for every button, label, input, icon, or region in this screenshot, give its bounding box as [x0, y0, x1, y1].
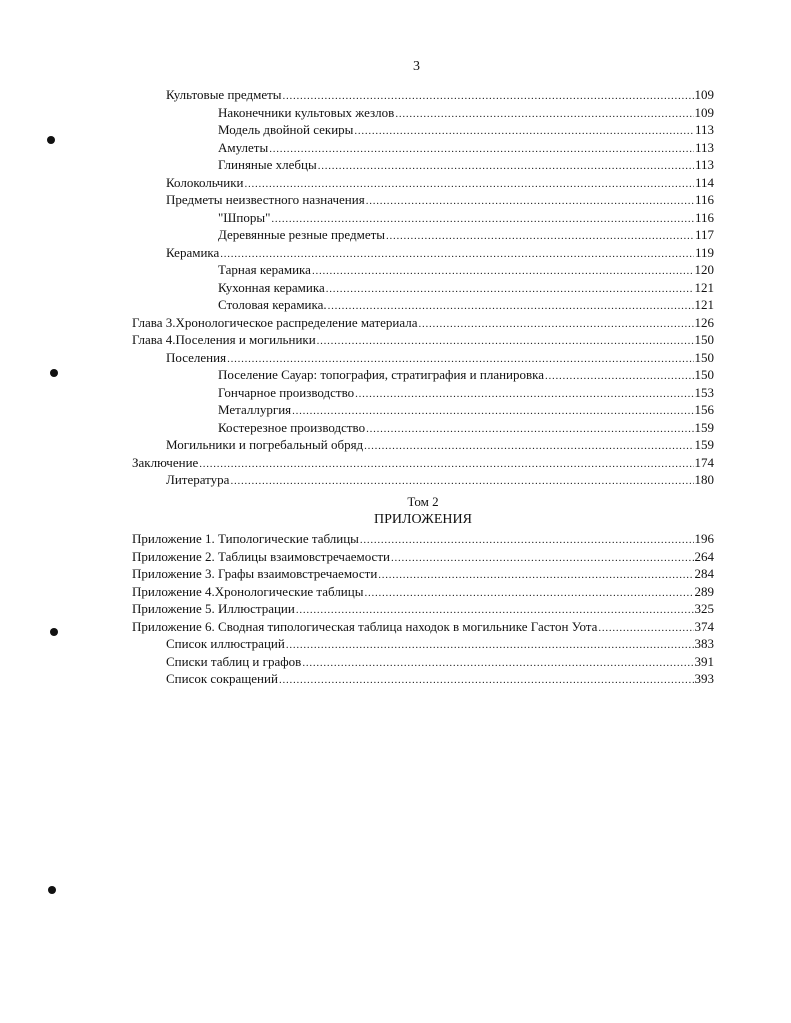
toc-entry-title: Поселения	[166, 349, 227, 365]
toc-entry	[218, 366, 714, 384]
toc-entry-page: 150	[694, 367, 714, 382]
toc-entry-title: Список иллюстраций	[166, 636, 285, 651]
toc-entry-page: 174	[694, 454, 714, 470]
toc-entry	[218, 209, 714, 227]
punch-hole-mark	[50, 369, 58, 377]
toc-entry-title: Наконечники культовых жезлов	[218, 104, 395, 120]
toc-entry	[218, 104, 714, 122]
toc-entry-title: Глава 4.Поселения и могильники	[132, 332, 316, 347]
toc-entry	[218, 139, 714, 157]
toc-entry	[218, 156, 714, 174]
toc-entry	[218, 121, 714, 139]
toc-entry-title: Приложение 4.Хронологические таблицы	[132, 583, 364, 599]
toc-entry-page: 289	[694, 583, 714, 599]
toc-entry	[218, 296, 714, 314]
table-of-contents	[0, 86, 791, 688]
toc-part-2	[0, 530, 791, 688]
toc-entry	[218, 279, 714, 297]
toc-entry-page: 196	[694, 531, 714, 546]
toc-entry	[166, 471, 714, 489]
toc-entry-title: Список сокращений	[166, 671, 278, 686]
toc-entry-title: Могильники и погребальный обряд	[166, 437, 364, 452]
toc-entry-page: 114	[694, 174, 714, 190]
toc-entry-title: Керамика	[166, 244, 220, 260]
toc-entry-page: 126	[694, 314, 714, 330]
toc-entry	[166, 244, 714, 262]
toc-entry-title: Приложение 1. Типологические таблицы	[132, 531, 359, 546]
toc-entry-page: 113	[694, 139, 714, 155]
toc-entry-page: 116	[694, 209, 714, 225]
toc-entry-page: 325	[694, 601, 714, 616]
toc-entry-page: 121	[694, 279, 714, 295]
toc-entry-page: 393	[694, 671, 714, 686]
toc-entry-page: 109	[694, 104, 714, 120]
toc-entry-title: Культовые предметы	[166, 87, 282, 102]
toc-entry-page: 113	[694, 122, 714, 137]
toc-entry	[218, 384, 714, 402]
toc-entry-page: 121	[694, 297, 714, 312]
toc-entry-page: 374	[694, 618, 714, 634]
toc-entry-title: Литература	[166, 472, 230, 487]
toc-entry-title: Поселение Сауар: топография, стратиграфия и планировка	[218, 367, 545, 382]
toc-entry	[132, 331, 714, 349]
page-number: 3	[413, 59, 420, 74]
toc-entry	[132, 530, 714, 548]
toc-entry-title: "Шпоры"	[218, 209, 271, 225]
toc-entry-title: Модель двойной секиры	[218, 122, 354, 137]
punch-hole-mark	[50, 628, 58, 636]
toc-entry-title: Приложение 2. Таблицы взаимовстречаемости	[132, 548, 390, 564]
toc-entry-page: 116	[694, 192, 714, 207]
toc-entry	[166, 86, 714, 104]
toc-entry-title: Металлургия	[218, 402, 292, 417]
appendix-heading: ПРИЛОЖЕНИЯ	[374, 512, 472, 527]
toc-leader-dots	[279, 672, 694, 690]
volume-heading: Том 2	[407, 493, 439, 509]
toc-entry-title: Приложение 6. Сводная типологическая таблица находок в могильнике Гастон Уота	[132, 618, 598, 634]
toc-entry	[132, 583, 714, 601]
toc-entry	[166, 635, 714, 653]
toc-part-1	[0, 86, 791, 489]
toc-entry-page: 153	[694, 384, 714, 400]
toc-entry-title: Колокольчики	[166, 174, 244, 190]
toc-entry-page: 391	[694, 653, 714, 669]
toc-entry-page: 150	[694, 349, 714, 365]
toc-entry-page: 284	[694, 566, 714, 581]
toc-entry-title: Гончарное производство	[218, 384, 355, 400]
toc-entry	[166, 174, 714, 192]
toc-entry	[166, 436, 714, 454]
toc-entry-title: Тарная керамика	[218, 262, 311, 277]
toc-entry	[132, 565, 714, 583]
toc-entry-title: Деревянные резные предметы	[218, 227, 386, 242]
toc-entry-title: Приложение 5. Иллюстрации	[132, 601, 295, 616]
toc-entry-title: Списки таблиц и графов	[166, 653, 302, 669]
toc-entry-page: 264	[694, 548, 714, 564]
toc-entry-page: 119	[694, 244, 714, 260]
toc-entry-title: Предметы неизвестного назначения	[166, 192, 365, 207]
toc-entry	[132, 454, 714, 472]
toc-entry	[132, 548, 714, 566]
toc-entry	[132, 618, 714, 636]
toc-entry-page: 159	[694, 419, 714, 435]
toc-entry-page: 156	[694, 402, 714, 417]
toc-entry-page: 120	[694, 262, 714, 277]
toc-entry-page: 180	[694, 472, 714, 487]
toc-entry	[218, 226, 714, 244]
punch-hole-mark	[47, 136, 55, 144]
toc-entry	[166, 670, 714, 688]
toc-entry-page: 383	[694, 636, 714, 651]
toc-entry-title: Костерезное производство	[218, 419, 366, 435]
toc-entry-page: 113	[694, 157, 714, 172]
punch-hole-mark	[48, 886, 56, 894]
toc-entry-title: Глиняные хлебцы	[218, 157, 317, 172]
toc-entry-page: 150	[694, 332, 714, 347]
toc-entry-title: Глава 3.Хронологическое распределение материала	[132, 314, 418, 330]
toc-entry-page: 159	[694, 437, 714, 452]
toc-entry	[166, 191, 714, 209]
toc-entry-title: Амулеты	[218, 139, 269, 155]
toc-entry	[218, 261, 714, 279]
toc-entry-title: Заключение	[132, 454, 199, 470]
toc-entry	[218, 401, 714, 419]
toc-entry	[166, 653, 714, 671]
toc-entry-page: 109	[694, 87, 714, 102]
toc-entry	[132, 600, 714, 618]
toc-leader-dots	[230, 473, 693, 491]
toc-entry-page: 117	[694, 227, 714, 242]
toc-entry	[166, 349, 714, 367]
toc-entry-title: Кухонная керамика	[218, 279, 325, 295]
toc-entry-title: Приложение 3. Графы взаимовстречаемости	[132, 566, 378, 581]
toc-entry	[132, 314, 714, 332]
toc-entry	[218, 419, 714, 437]
toc-entry-title: Столовая керамика.	[218, 297, 327, 312]
